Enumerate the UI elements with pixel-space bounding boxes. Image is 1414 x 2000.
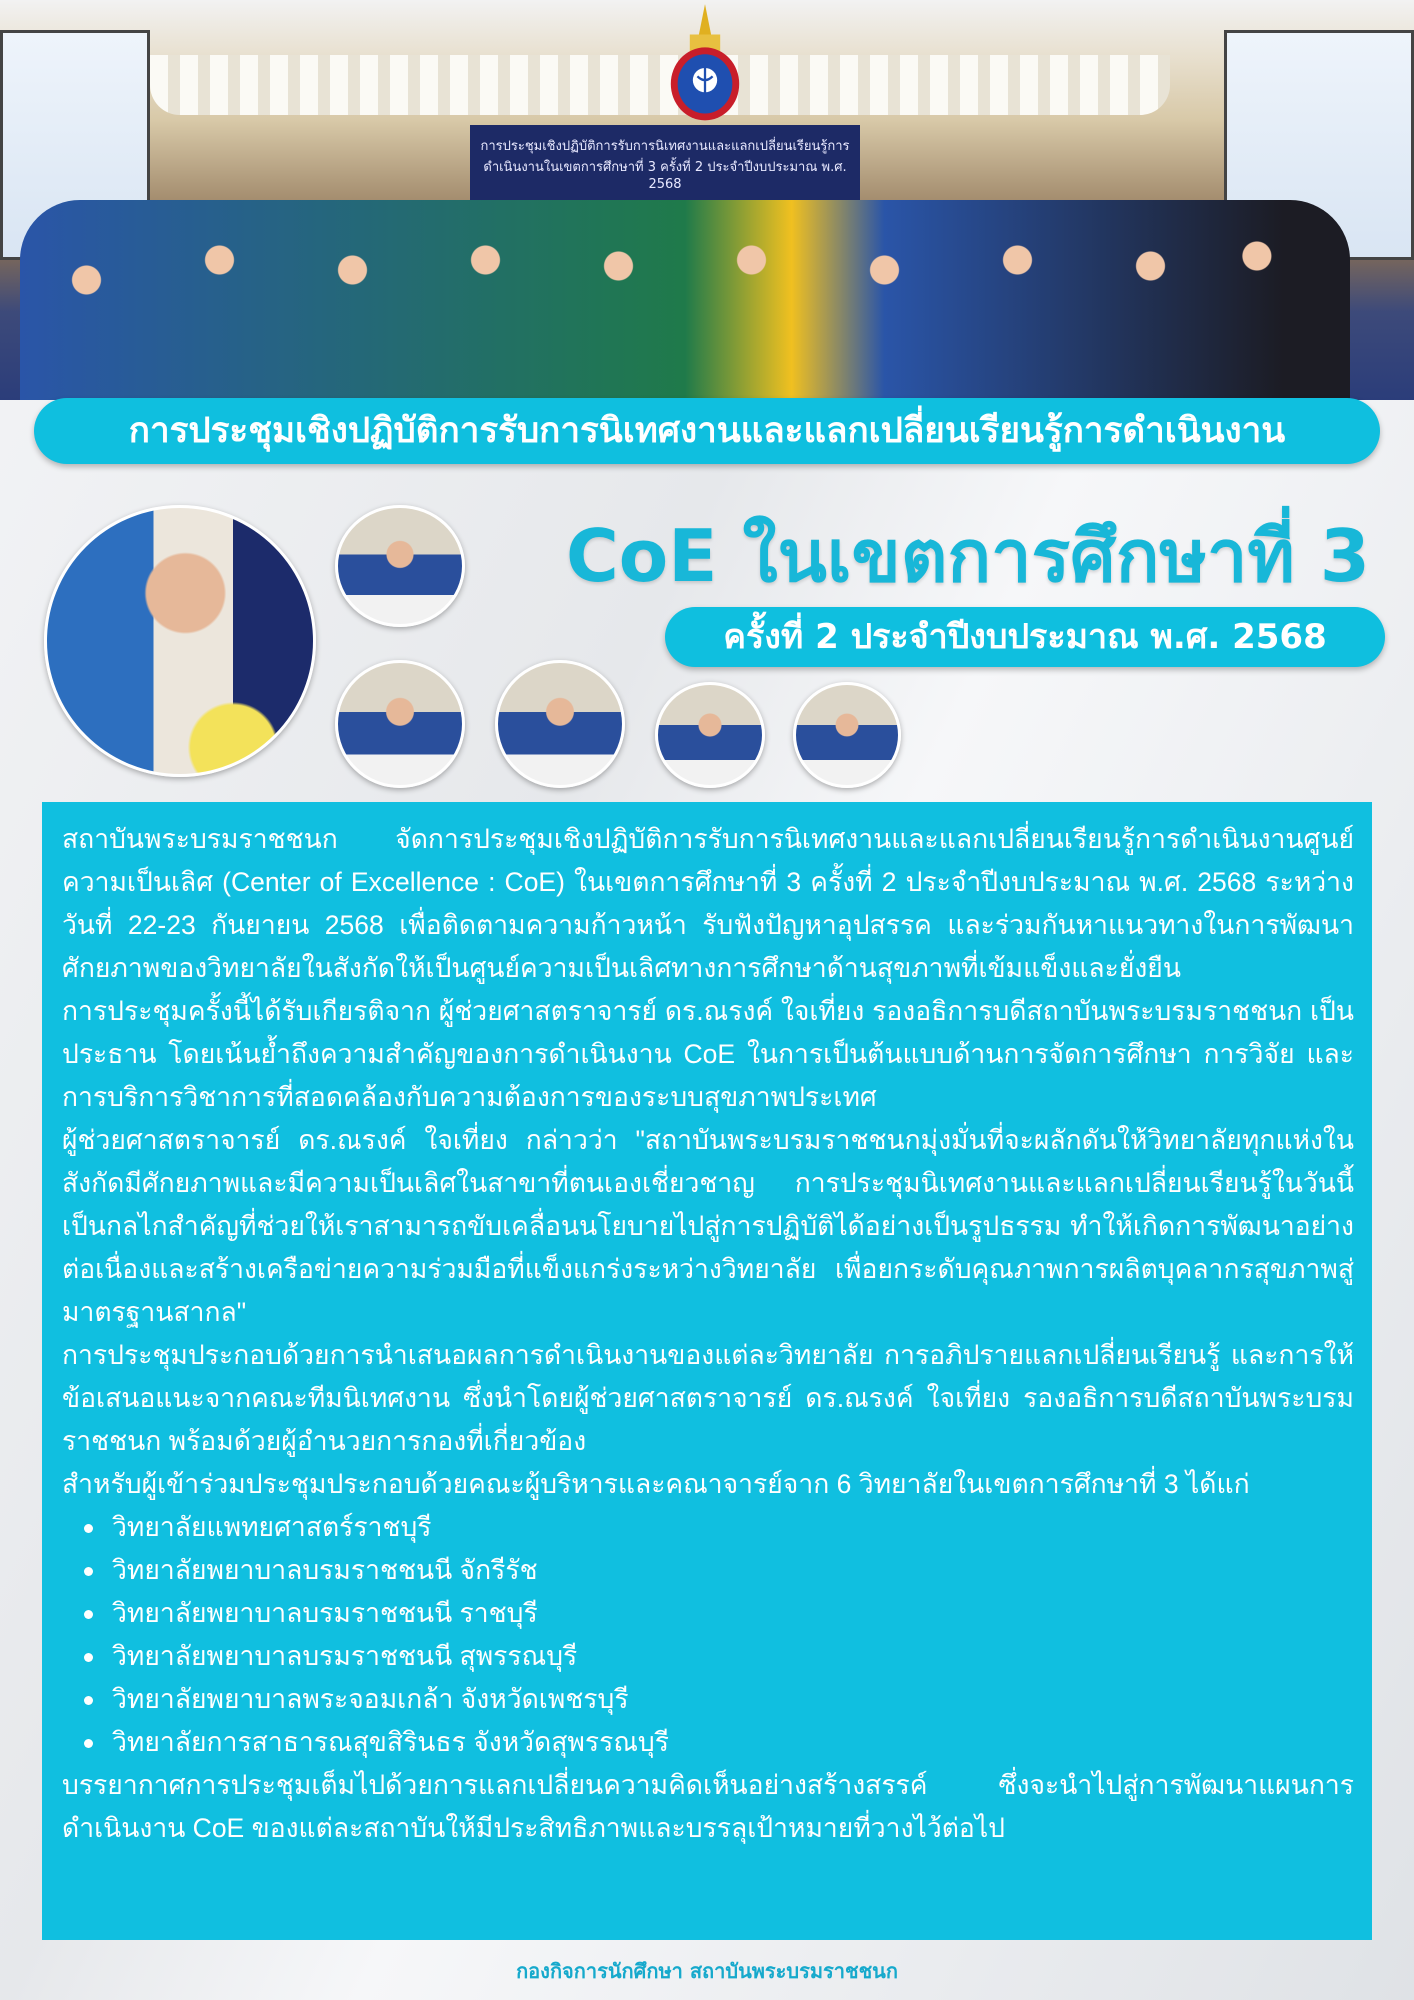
institute-emblem-icon: [667, 4, 743, 122]
main-heading: CoE ในเขตการศึกษาที่ 3: [565, 514, 1370, 598]
list-item: วิทยาลัยพยาบาลบรมราชชนนี จักรีรัช: [80, 1549, 1354, 1592]
paragraph: สถาบันพระบรมราชชนก จัดการประชุมเชิงปฏิบัติการรับการนิเทศงานและแลกเปลี่ยนเรียนรู้การดำเนินงานศูนย์ความเป็นเลิศ (Center of Excellence : CoE) ในเขตการศึกษาที่ 3 ครั้งที่ 2 ประจำปีงบประมาณ พ.ศ. 2568 ระหว่างวันที่ 22-23 กันยายน 2568 เพื่อติดตามความก้าวหน้า รับฟังปัญหาอุปสรรค และร่วมกันหาแนวทางในการพัฒนาศักยภาพของวิทยาลัยในสังกัดให้เป็นศูนย์ความเป็นเลิศทางการศึกษาด้านสุขภาพที่เข้มแข็งและยั่งยืน: [62, 824, 1354, 983]
paragraph: การประชุมครั้งนี้ได้รับเกียรติจาก ผู้ช่วยศาสตราจารย์ ดร.ณรงค์ ใจเที่ยง รองอธิการบดีสถาบันพระบรมราชชนก เป็นประธาน โดยเน้นย้ำถึงความสำคัญของการดำเนินงาน CoE ในการเป็นต้นแบบด้านการจัดการศึกษา การวิจัย และการบริการวิชาการที่สอดคล้องกับความต้องการของระบบสุขภาพประเทศ: [62, 996, 1354, 1112]
list-item: วิทยาลัยการสาธารณสุขสิรินธร จังหวัดสุพรรณบุรี: [80, 1721, 1354, 1764]
paragraph: สำหรับผู้เข้าร่วมประชุมประกอบด้วยคณะผู้บริหารและคณาจารย์จาก 6 วิทยาลัยในเขตการศึกษาที่ 3 ได้แก่: [62, 1469, 1250, 1499]
meeting-photo-3: [495, 660, 625, 788]
closing-paragraph: บรรยากาศการประชุมเต็มไปด้วยการแลกเปลี่ยนความคิดเห็นอย่างสร้างสรรค์ ซึ่งจะนำไปสู่การพัฒนาแผนการดำเนินงาน CoE ของแต่ละสถาบันให้มีประสิทธิภาพและบรรลุเป้าหมายที่วางไว้ต่อไป: [62, 1770, 1354, 1843]
footer-credit: กองกิจการนักศึกษา สถาบันพระบรมราชชนก: [516, 1959, 898, 1983]
title-banner: การประชุมเชิงปฏิบัติการรับการนิเทศงานและแลกเปลี่ยนเรียนรู้การดำเนินงาน: [34, 398, 1380, 464]
meeting-photo-4: [655, 682, 765, 788]
group-photo: [0, 0, 1414, 400]
meeting-photo-1: [335, 505, 465, 627]
chairman-photo: [44, 505, 316, 777]
article-body: [42, 802, 1372, 1940]
list-item: วิทยาลัยพยาบาลพระจอมเกล้า จังหวัดเพชรบุรี: [80, 1678, 1354, 1721]
list-item: วิทยาลัยพยาบาลบรมราชชนนี สุพรรณบุรี: [80, 1635, 1354, 1678]
meeting-photo-2: [335, 660, 465, 788]
stage-curtain: [150, 55, 1170, 115]
college-list: [62, 1506, 1354, 1764]
meeting-photo-5: [793, 682, 901, 788]
paragraph: การประชุมประกอบด้วยการนำเสนอผลการดำเนินงานของแต่ละวิทยาลัย การอภิปรายแลกเปลี่ยนเรียนรู้ และการให้ข้อเสนอแนะจากคณะทีมนิเทศงาน ซึ่งนำโดยผู้ช่วยศาสตราจารย์ ดร.ณรงค์ ใจเที่ยง รองอธิการบดีสถาบันพระบรมราชชนก พร้อมด้วยผู้อำนวยการกองที่เกี่ยวข้อง: [62, 1340, 1354, 1456]
attendees-group: [20, 200, 1350, 400]
paragraph: ผู้ช่วยศาสตราจารย์ ดร.ณรงค์ ใจเที่ยง กล่าวว่า "สถาบันพระบรมราชชนกมุ่งมั่นที่จะผลักดันให้วิทยาลัยทุกแห่งในสังกัดมีศักยภาพและมีความเป็นเลิศในสาขาที่ตนเองเชี่ยวชาญ การประชุมนิเทศงานและแลกเปลี่ยนเรียนรู้ในวันนี้ เป็นกลไกสำคัญที่ช่วยให้เราสามารถขับเคลื่อนนโยบายไปสู่การปฏิบัติได้อย่างเป็นรูปธรรม ทำให้เกิดการพัฒนาอย่างต่อเนื่องและสร้างเครือข่ายความร่วมมือที่แข็งแกร่งระหว่างวิทยาลัย เพื่อยกระดับคุณภาพการผลิตบุคลากรสุขภาพสู่มาตรฐานสากล": [62, 1125, 1354, 1327]
subheading-banner: ครั้งที่ 2 ประจำปีงบประมาณ พ.ศ. 2568: [665, 607, 1385, 667]
stage-banner: การประชุมเชิงปฏิบัติการรับการนิเทศงานและแลกเปลี่ยนเรียนรู้การดำเนินงานในเขตการศึกษาที่ 3 ครั้งที่ 2 ประจำปีงบประมาณ พ.ศ. 2568: [470, 125, 860, 245]
list-item: วิทยาลัยพยาบาลบรมราชชนนี ราชบุรี: [80, 1592, 1354, 1635]
list-item: วิทยาลัยแพทยศาสตร์ราชบุรี: [80, 1506, 1354, 1549]
